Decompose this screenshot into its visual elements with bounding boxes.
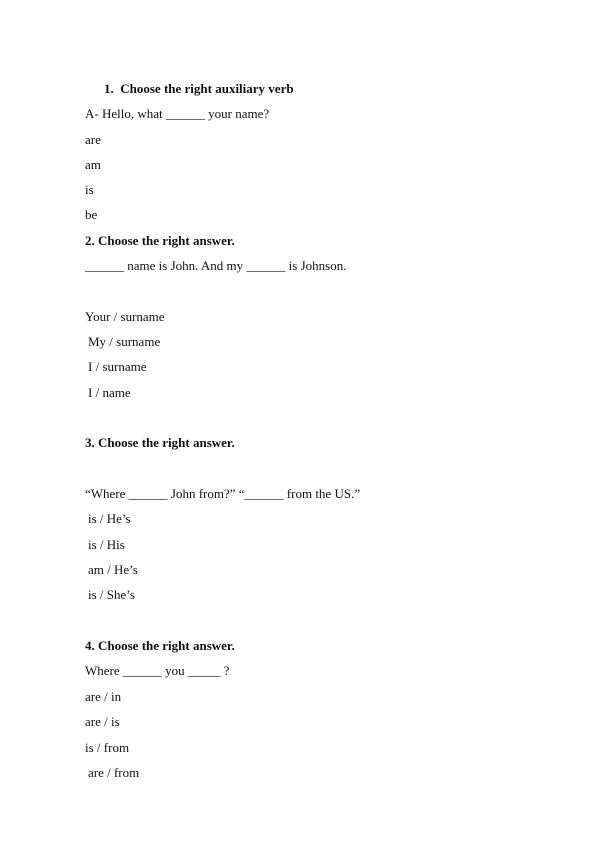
question-4-option-2: are / is bbox=[85, 714, 120, 729]
question-3-option-4: is / She’s bbox=[88, 587, 135, 602]
question-1-option-4: be bbox=[85, 207, 98, 222]
question-3-prompt: “Where ______ John from?” “______ from the US.” bbox=[85, 486, 361, 501]
question-2-option-3: I / surname bbox=[88, 359, 147, 374]
question-1-option-1: are bbox=[85, 132, 101, 147]
question-4-option-3: is / from bbox=[85, 740, 130, 755]
question-1-heading: 1. Choose the right auxiliary verb bbox=[104, 81, 294, 96]
question-2-option-2: My / surname bbox=[88, 334, 161, 349]
question-1-option-2: am bbox=[85, 157, 101, 172]
question-1-prompt: A- Hello, what ______ your name? bbox=[85, 106, 270, 121]
question-2-option-1: Your / surname bbox=[85, 309, 165, 324]
question-4-prompt: Where ______ you _____ ? bbox=[85, 663, 230, 678]
question-2-option-4: I / name bbox=[88, 385, 131, 400]
question-2-prompt: ______ name is John. And my ______ is Johnson. bbox=[85, 258, 347, 273]
question-4-option-4: are / from bbox=[88, 765, 140, 780]
question-1-option-3: is bbox=[85, 182, 94, 197]
question-3-option-1: is / He’s bbox=[88, 511, 131, 526]
question-4-heading: 4. Choose the right answer. bbox=[85, 638, 235, 653]
question-2-heading: 2. Choose the right answer. bbox=[85, 233, 235, 248]
question-3-option-2: is / His bbox=[88, 537, 125, 552]
question-4-option-1: are / in bbox=[85, 689, 122, 704]
question-3-heading: 3. Choose the right answer. bbox=[85, 435, 235, 450]
question-3-option-3: am / He’s bbox=[88, 562, 138, 577]
